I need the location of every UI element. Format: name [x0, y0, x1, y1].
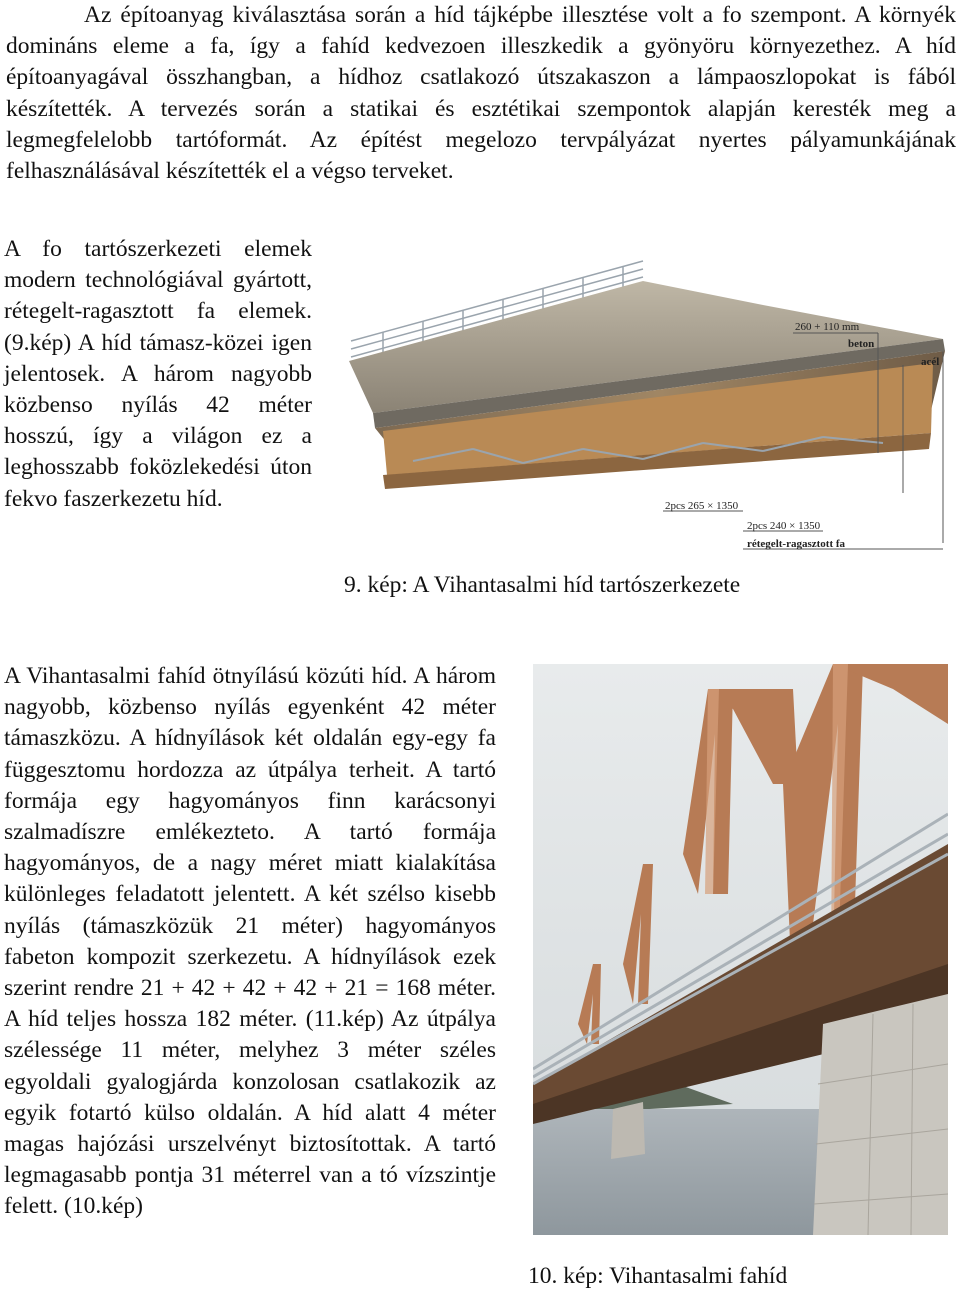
label-dimension-top: 260 + 110 mm: [795, 321, 860, 333]
intro-paragraph: Az építoanyag kiválasztása során a híd tájképbe illesztése volt a fo szempont. A környék domináns eleme a fa, így a fahíd kedvezoen illeszkedik a gyönyöru környezethez. A híd építoanyagával összhangban, a hídhoz csatlakozó útszakaszon a lámpaoszlopokat is fából készítették. A tervezés során a statikai és esztétikai szempontok alapján keresték meg a legmegfelelobb tartóformát. Az építést megelozo tervpályázat nyertes pályamunkájának felhasználásával készítették el a végso terveket.: [6, 2, 956, 185]
label-pcs1: 2pcs 265 × 1350: [665, 500, 739, 512]
figure-9-svg: [343, 253, 957, 563]
label-beton: beton: [848, 338, 875, 350]
figure-9-caption: 9. kép: A Vihantasalmi híd tartószerkezete: [344, 572, 741, 598]
label-laminated: rétegelt-ragasztott fa: [747, 538, 846, 550]
bridge-description-paragraph: A Vihantasalmi fahíd ötnyílású közúti híd. A három nagyobb, közbenso nyílás egyenként 42 méter támaszközu. A hídnyílások két oldalán egy-egy fa függesztomu hordozza az útpálya terheit. A tartó formája egy hagyományos finn karácsonyi szalmadíszre emlékezteto. A tartó formája hagyományos, de a nagy méret miatt kialakítása különleges feladatott jelentett. A két szélso kisebb nyílás (támaszközük 21 méter) hagyományos fabeton kompozit szerkezetu. A hídnyílások ezek szerint rendre 21 + 42 + 42 + 42 + 21 = 168 méter. A híd teljes hossza 182 méter. (11.kép) Az útpálya szélessége 11 méter, melyhez 3 méter széles egyoldali gyalogjárda konzolosan csatlakozik az egyik fotartó külso oldalán. A híd alatt 4 méter magas hajózási urszelvényt biztosítottak. A tartó legmagasabb pontja 31 méterrel van a tó vízszintje felett. (10.kép): [4, 663, 496, 1220]
figure-10-caption: 10. kép: Vihantasalmi fahíd: [528, 1263, 788, 1289]
figure-9-structure-drawing: [343, 253, 957, 563]
structure-paragraph: A fo tartószerkezeti elemek modern technológiával gyártott, rétegelt-ragasztott fa elemek. (9.kép) A híd támasz-közei igen jelentosek. A három nagyobb közbenso nyílás 42 méter hosszú, így a világon ez a leghosszabb foközlekedési úton fekvo faszerkezetu híd.: [4, 236, 312, 512]
label-acel: acél: [921, 356, 940, 368]
small-pier: [611, 1102, 645, 1159]
figure-10-svg: [533, 664, 948, 1235]
figure-10-bridge-photo: [533, 664, 948, 1235]
label-pcs2: 2pcs 240 × 1350: [747, 520, 821, 532]
